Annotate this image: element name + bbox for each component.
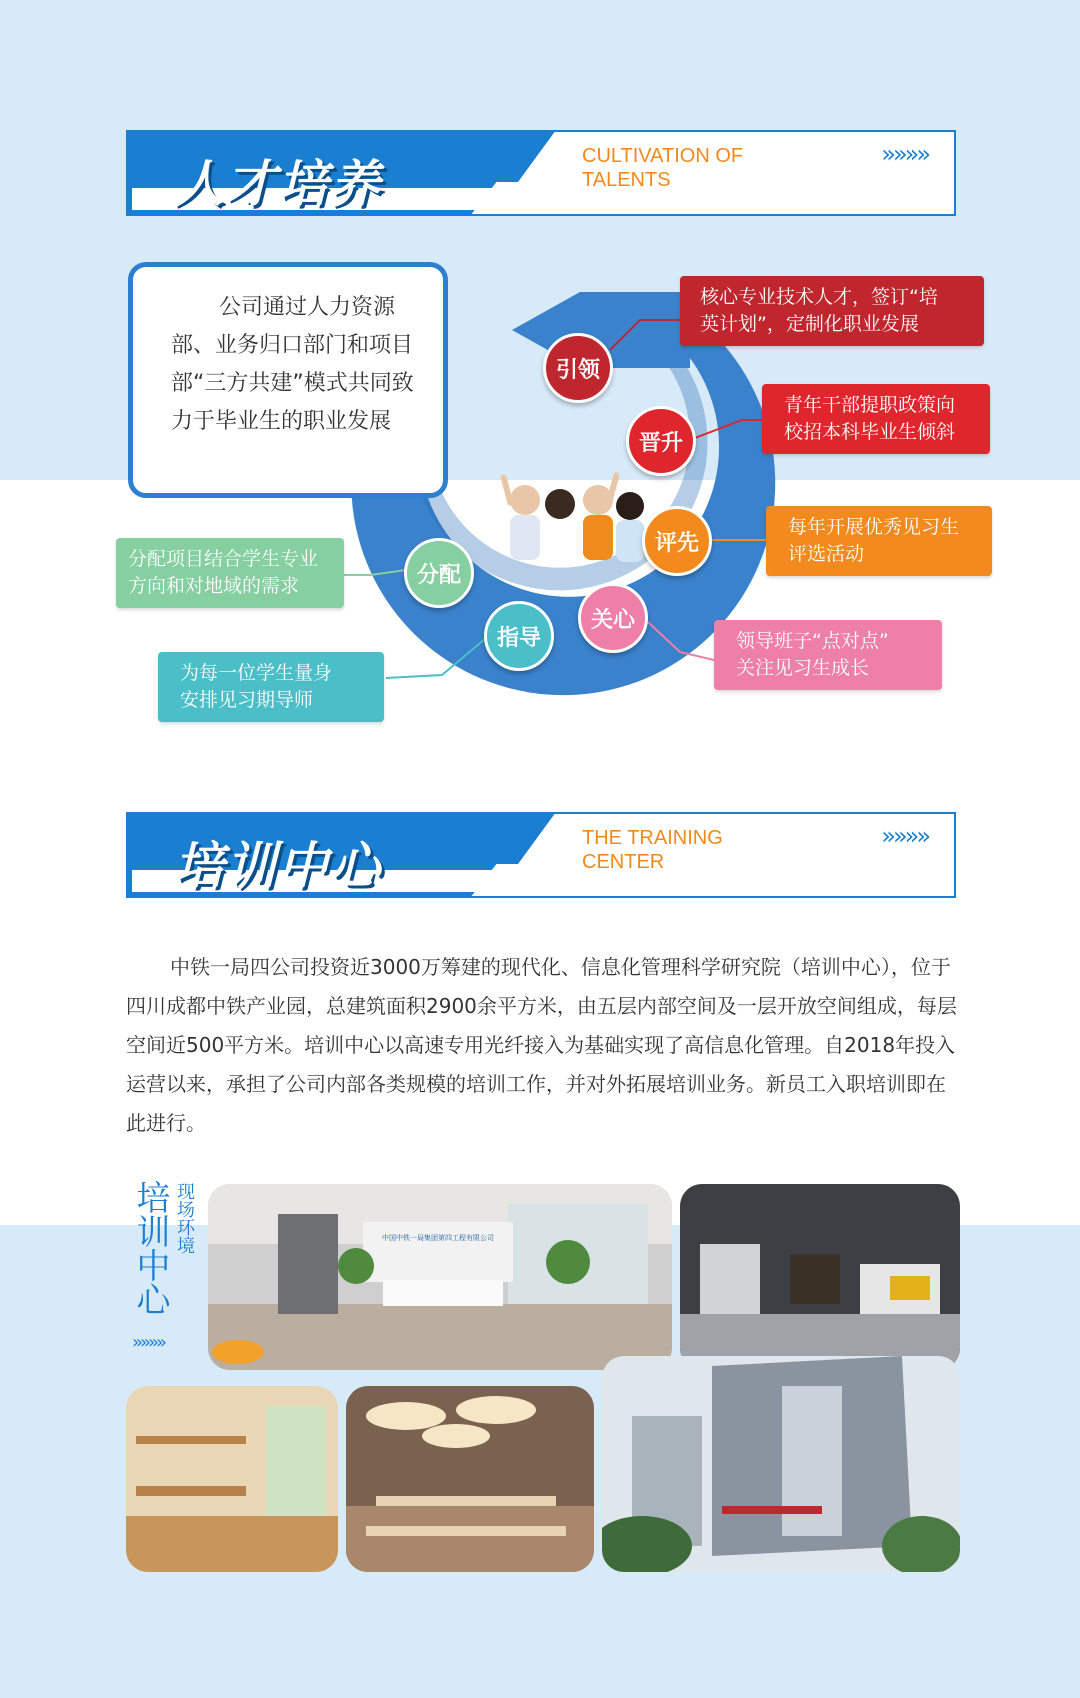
callout-zhidao: [158, 652, 384, 722]
node-pingxian: 评先: [642, 506, 712, 576]
callout-jinsheng-line2: 校招本科毕业生倾斜: [784, 421, 956, 443]
photo-lobby: [208, 1184, 672, 1370]
callout-pingxian-line2: 评选活动: [788, 543, 865, 565]
callout-yinling: [680, 276, 984, 346]
callout-yinling-line1: 核心专业技术人才，签订“培: [700, 286, 938, 308]
callout-zhidao-line1: 为每一位学生量身: [180, 662, 333, 684]
callout-guanxin-line1: 领导班子“点对点”: [736, 630, 889, 652]
photo-dormitory: [126, 1386, 338, 1572]
node-fenpei: 分配: [404, 538, 474, 608]
callout-pingxian-line1: 每年开展优秀见习生: [788, 516, 960, 538]
training-title: 培训中心: [174, 837, 382, 895]
callout-jinsheng-line1: 青年干部提职政策向: [784, 394, 956, 416]
chevrons-icon: »»»»: [881, 822, 928, 850]
talent-english-line2: TALENTS: [582, 169, 671, 191]
callout-fenpei-line2: 方向和对地域的需求: [128, 575, 300, 597]
training-english-line2: CENTER: [582, 851, 665, 873]
talent-english-line1: CULTIVATION OF: [582, 145, 744, 167]
training-paragraph: 中铁一局四公司投资近3000万筹建的现代化、信息化管理科学研究院（培训中心），位于四川成都中铁产业园，总建筑面积2900余平方米，由五层内部空间及一层开放空间组成，每层空间近500平方米。培训中心以高速专用光纤接入为基础实现了高信息化管理。自2018年投入运营以来，承担了公司内部各类规模的培训工作，并对外拓展培训业务。新员工入职培训即在此进行。: [126, 955, 957, 1135]
intro-box: [128, 262, 448, 498]
chevrons-icon: »»»»: [132, 1332, 165, 1353]
callout-yinling-line2: 英计划”，定制化职业发展: [700, 313, 919, 335]
chevrons-icon: »»»»: [881, 140, 928, 168]
callout-fenpei: [116, 538, 344, 608]
gallery-label-main: 培训中心: [130, 1180, 170, 1316]
training-english-title: [582, 826, 723, 874]
talent-title: 人才培养: [174, 155, 382, 213]
callout-fenpei-line1: 分配项目结合学生专业: [128, 548, 319, 570]
gallery-label-sub: 现场环境: [174, 1182, 195, 1254]
callout-jinsheng: [762, 384, 990, 454]
photo-building: [602, 1356, 960, 1572]
callout-guanxin-line2: 关注见习生成长: [736, 657, 870, 679]
graduates-photo: [500, 472, 644, 564]
node-guanxin: 关心: [578, 583, 648, 653]
callout-zhidao-line2: 安排见习期导师: [180, 689, 314, 711]
training-english-line1: THE TRAINING: [582, 827, 723, 849]
photo-classroom: [346, 1386, 594, 1572]
node-yinling: 引领: [543, 333, 613, 403]
photo-equipment-hall: [680, 1184, 960, 1370]
node-zhidao: 指导: [484, 601, 554, 671]
node-jinsheng: 晋升: [626, 406, 696, 476]
lobby-sign-text: 中国中铁一局集团第四工程有限公司: [382, 1234, 494, 1242]
intro-text: 公司通过人力资源部、业务归口部门和项目部“三方共建”模式共同致力于毕业生的职业发展: [171, 295, 414, 434]
training-description: [126, 948, 960, 1143]
callout-guanxin: [714, 620, 942, 690]
callout-pingxian: [766, 506, 992, 576]
training-section-header: [126, 812, 956, 898]
